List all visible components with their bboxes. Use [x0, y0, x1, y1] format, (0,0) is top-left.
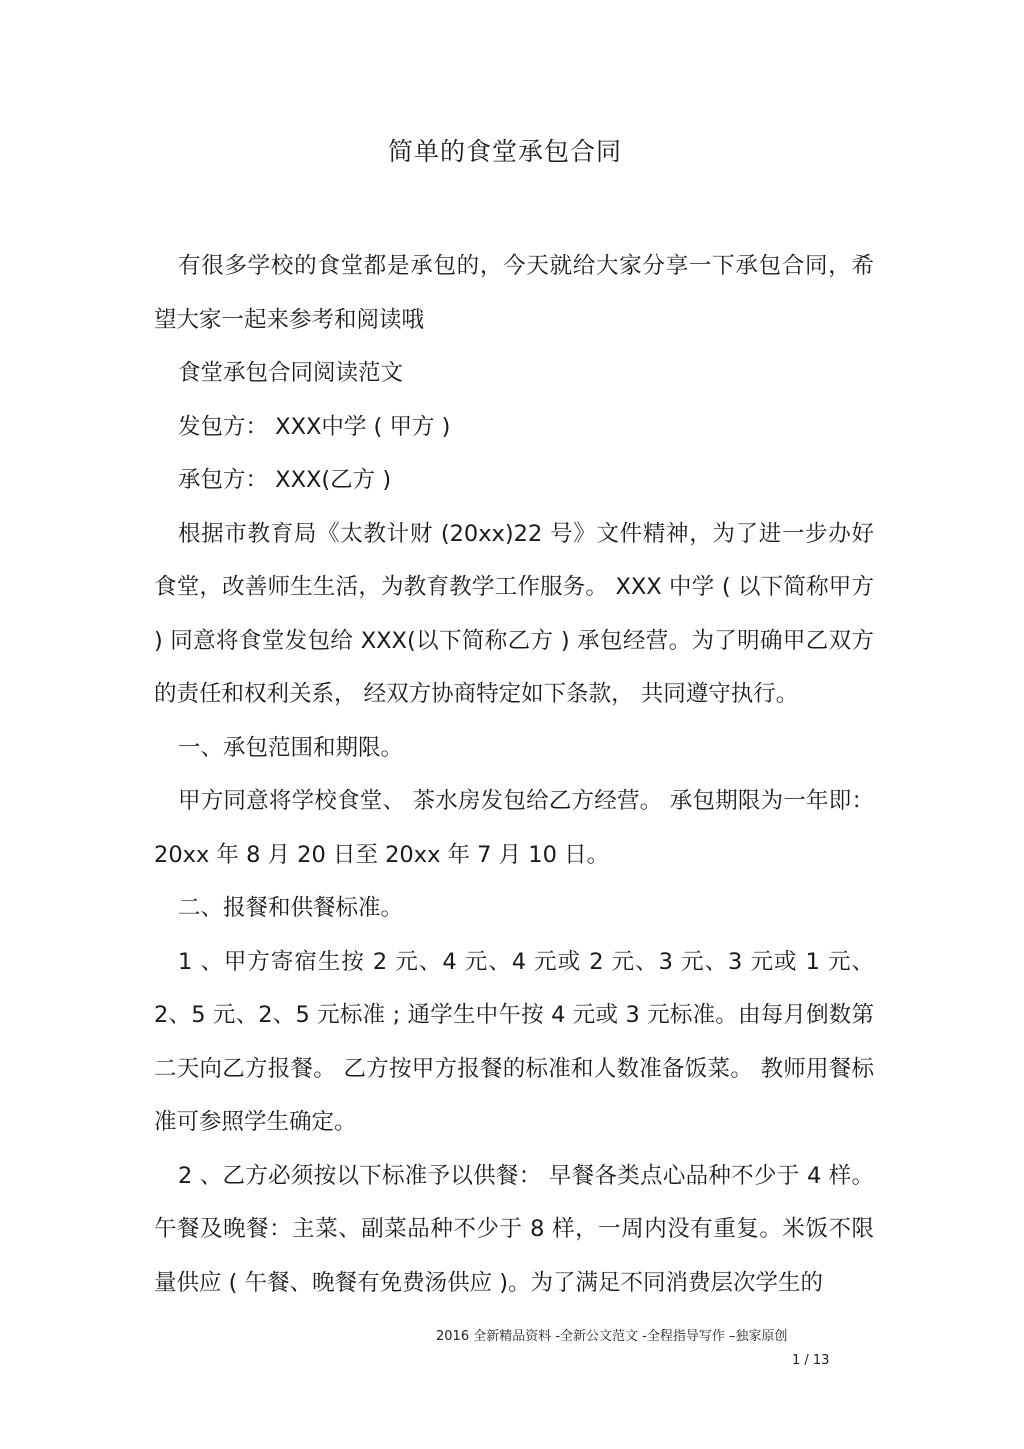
- document-body: [154, 240, 874, 1310]
- paragraph-intro: 有很多学校的食堂都是承包的，今天就给大家分享一下承包合同，希望大家一起来参考和阅读哦: [154, 253, 874, 333]
- paragraph-basis: 根据市教育局《太教计财 (20xx)22 号》文件精神，为了进一步办好食堂，改善师生生活，为教育教学工作服务。 XXX 中学 ( 以下简称甲方 ) 同意将食堂发包给 XXX(以下简称乙方 ) 承包经营。为了明确甲乙双方的责任和权利关系， 经双方协商特定如下条款， 共同遵守执行。: [154, 520, 874, 707]
- section-heading-2: 二、报餐和供餐标准。: [178, 895, 404, 921]
- paragraph-issuer: 发包方： XXX中学 ( 甲方 ): [178, 413, 451, 440]
- paragraph-contractor: 承包方： XXX(乙方 ): [178, 467, 392, 493]
- paragraph-subtitle: 食堂承包合同阅读范文: [178, 360, 404, 386]
- paragraph-item-2: 2 、乙方必须按以下标准予以供餐： 早餐各类点心品种不少于 4 样。午餐及晚餐：主菜、副菜品种不少于 8 样，一周内没有重复。米饭不限量供应 ( 午餐、晚餐有免费汤供应 )。为了满足不同消费层次学生的: [154, 1162, 874, 1296]
- paragraph-scope: 甲方同意将学校食堂、 茶水房发包给乙方经营。 承包期限为一年即：20xx 年 8 月 20 日至 20xx 年 7 月 10 日。: [154, 788, 874, 868]
- section-heading-1: 一、承包范围和期限。: [178, 734, 404, 761]
- paragraph-item-1: 1 、甲方寄宿生按 2 元、4 元、4 元或 2 元、3 元、3 元或 1 元、2、5 元、2、5 元标准 ; 通学生中午按 4 元或 3 元标准。由每月倒数第二天向乙方报餐。 乙方按甲方报餐的标准和人数准备饭菜。 教师用餐标准可参照学生确定。: [154, 948, 874, 1135]
- page-number: 1 / 13: [792, 1353, 830, 1368]
- document-title: 简单的食堂承包合同: [387, 137, 622, 166]
- page-footer: 2016 全新精品资料 -全新公文范文 -全程指导写作 –独家原创: [436, 1329, 788, 1344]
